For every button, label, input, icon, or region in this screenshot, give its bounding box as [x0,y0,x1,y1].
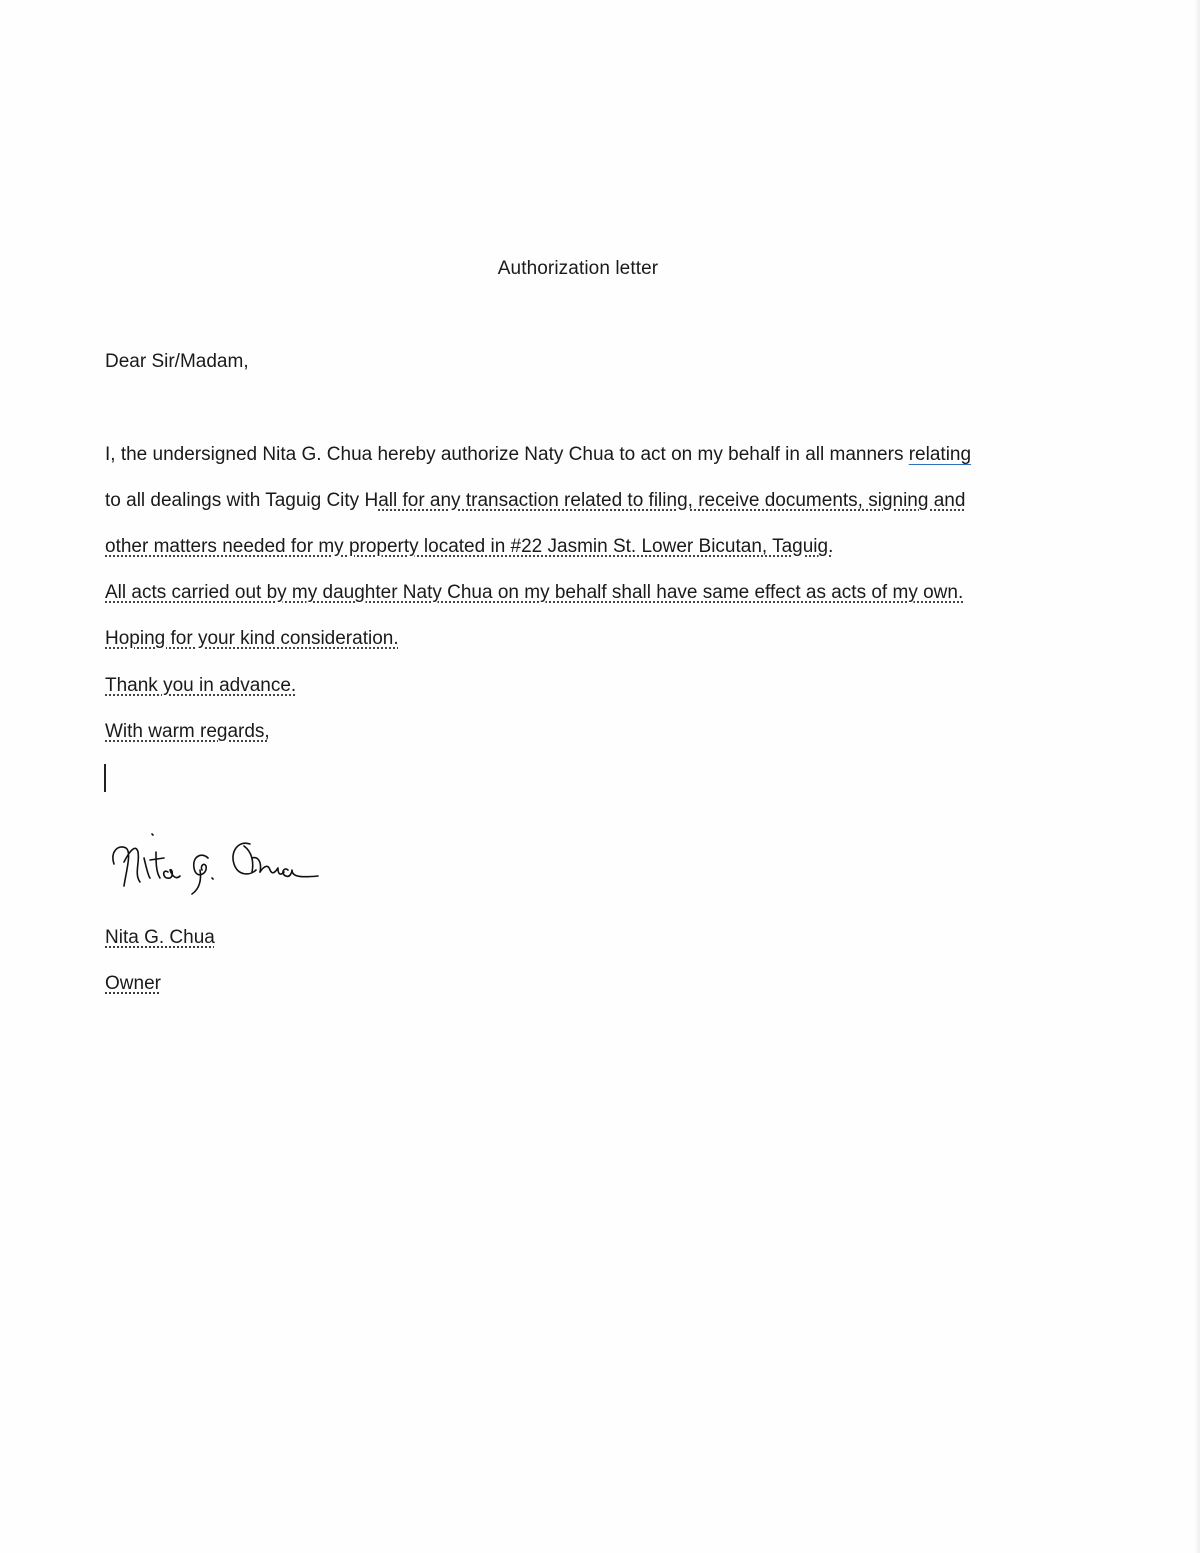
body-line-2 [105,489,965,513]
signatory-name: Nita G. Chua [105,927,215,948]
closing-line: With warm regards, [105,721,270,742]
body-line-3: other matters needed for my property located in #22 Jasmin St. Lower Bicutan, Taguig. [105,536,834,557]
body-line-5: Hoping for your kind consideration. [105,628,399,649]
handwritten-signature [104,822,334,902]
body-line-1-text: I, the undersigned Nita G. Chua hereby authorize Naty Chua to act on my behalf in all manners [105,444,909,465]
salutation: Dear Sir/Madam, [105,351,249,372]
letter-title: Authorization letter [497,258,659,279]
body-line-4: All acts carried out by my daughter Naty Chua on my behalf shall have same effect as acts of my own. [105,582,964,603]
body-line-1 [105,443,971,467]
body-line-1-underlined: relating [908,444,972,465]
signatory-title: Owner [105,973,161,994]
body-line-2-underlined: all for any transaction related to filing, receive documents, signing and [378,490,966,511]
text-cursor [104,764,106,792]
scan-edge [1194,0,1200,1553]
body-line-2-text: to all dealings with Taguig City H [105,490,379,511]
body-line-6: Thank you in advance. [105,675,297,696]
